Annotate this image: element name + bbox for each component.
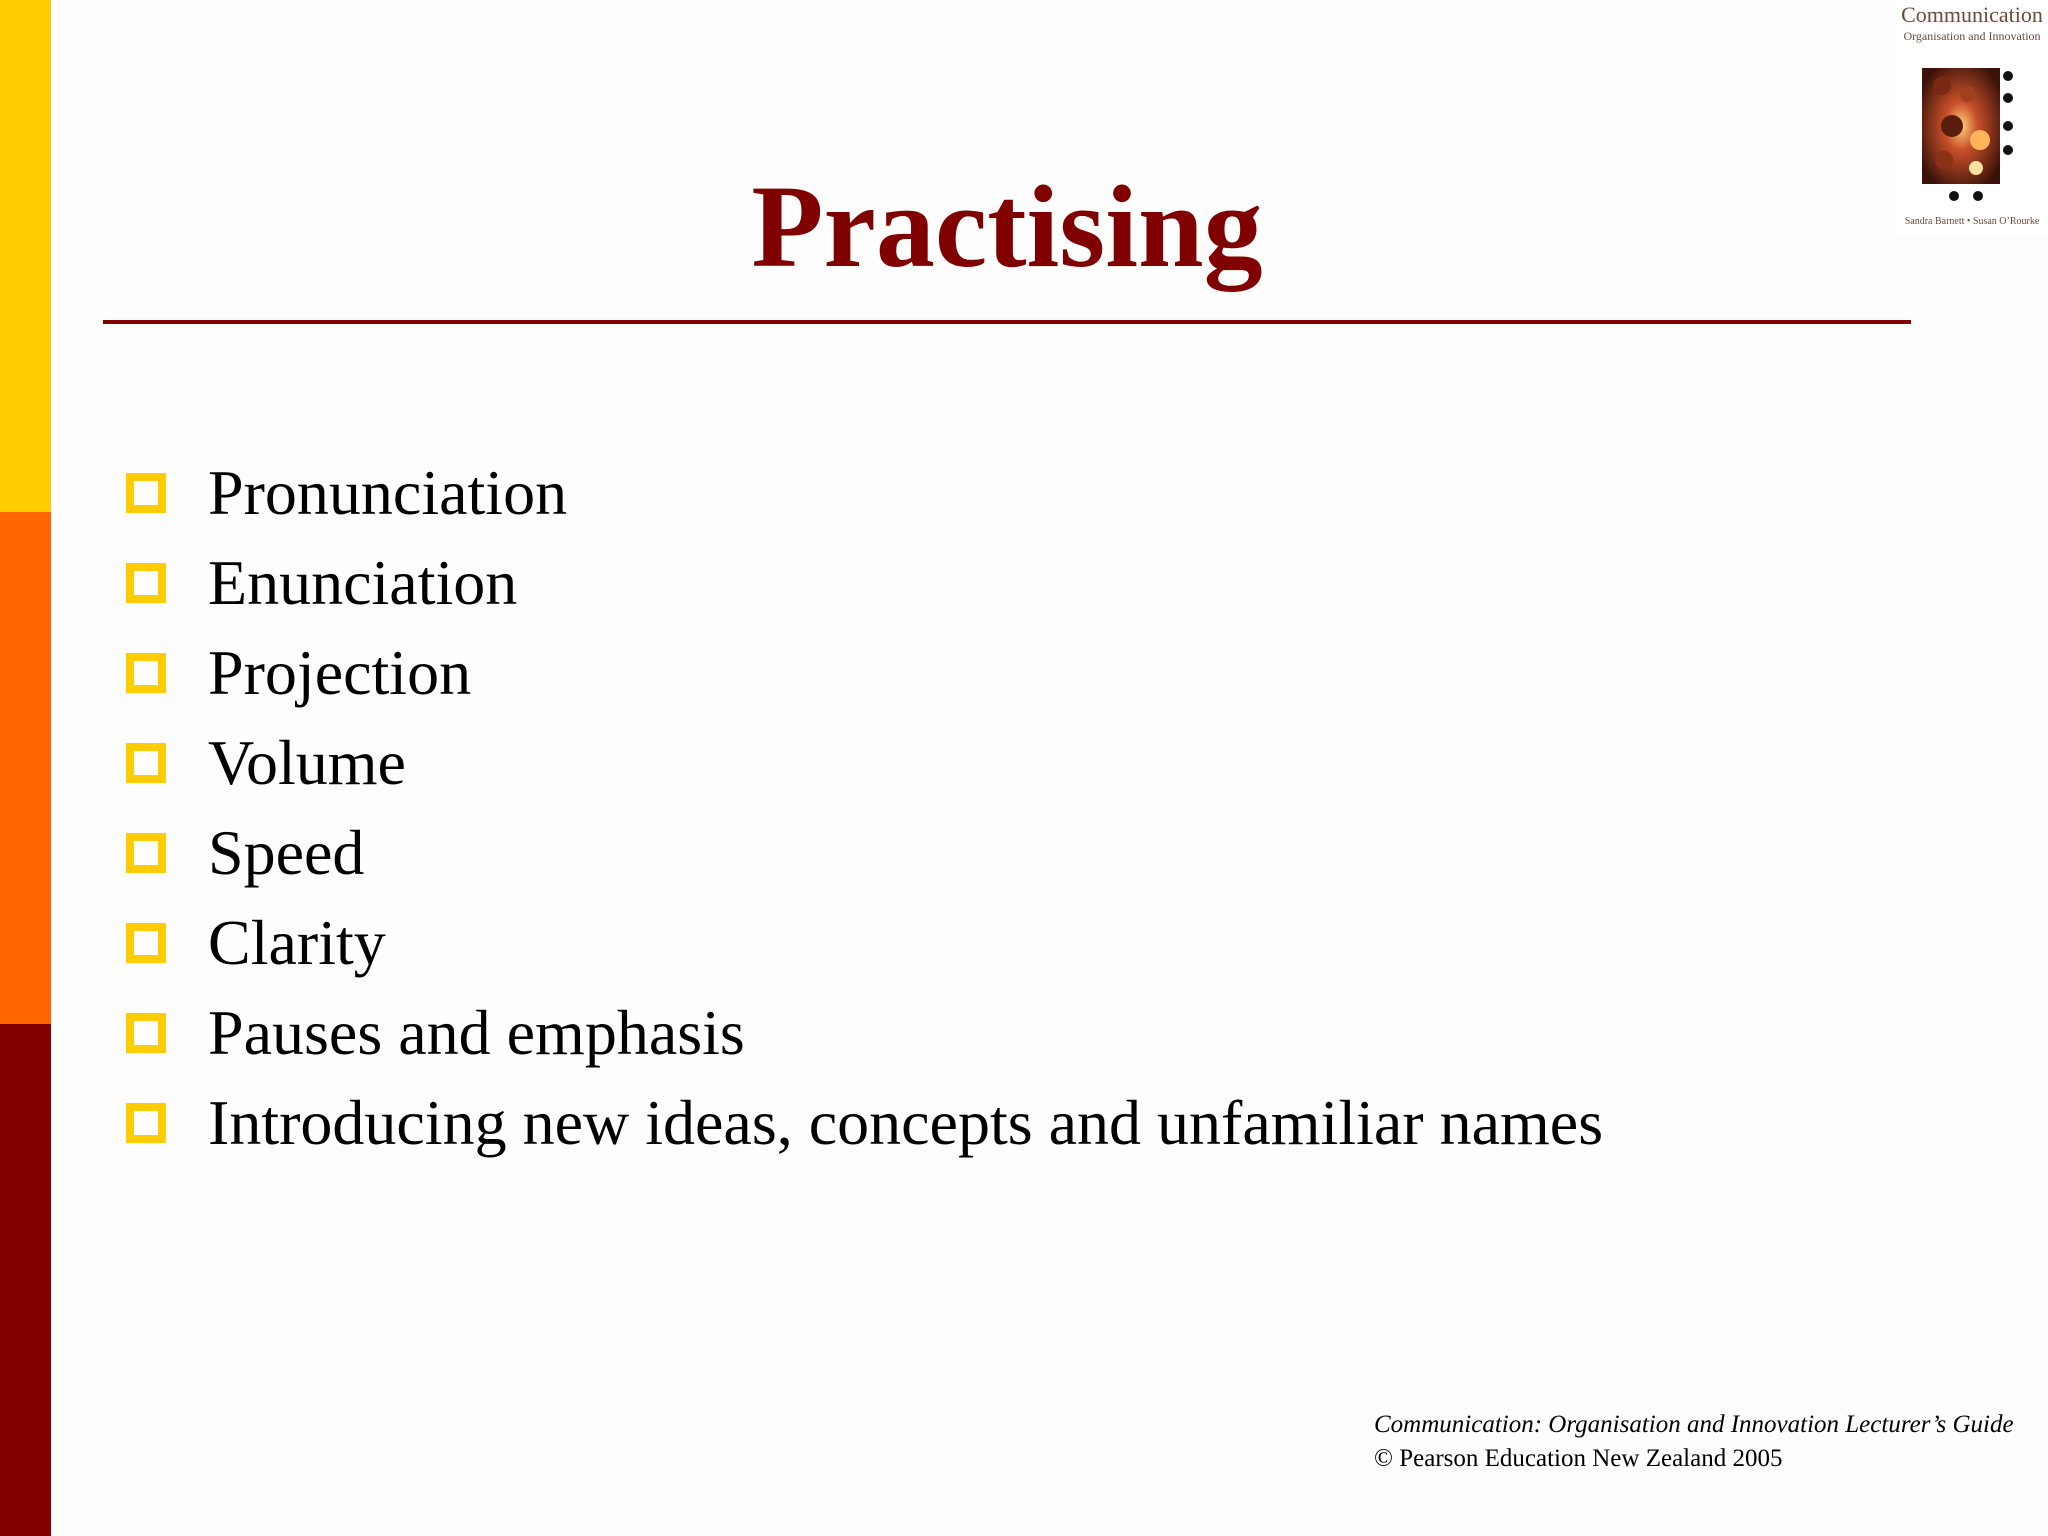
book-logo bbox=[1896, 0, 2048, 236]
accent-bar-maroon bbox=[0, 1024, 51, 1536]
accent-bar-orange bbox=[0, 512, 51, 1024]
logo-subtitle: Organisation and Innovation bbox=[1903, 29, 2041, 43]
bullet-text: Volume bbox=[208, 727, 406, 798]
footer-copyright: © Pearson Education New Zealand 2005 bbox=[1374, 1445, 1783, 1472]
bullet-text: Clarity bbox=[208, 907, 386, 978]
bullet-text: Speed bbox=[208, 817, 365, 888]
left-accent-bar bbox=[0, 0, 51, 1536]
logo-authors: Sandra Barnett • Susan O’Rourke bbox=[1904, 216, 2040, 227]
bullet-item bbox=[126, 898, 1603, 988]
bullet-text: Projection bbox=[208, 637, 472, 708]
bullet-text: Pronunciation bbox=[208, 457, 568, 528]
square-bullet-icon bbox=[126, 833, 166, 873]
slide-title: Practising bbox=[751, 161, 1263, 292]
square-bullet-icon bbox=[126, 563, 166, 603]
square-bullet-icon bbox=[126, 1013, 166, 1053]
square-bullet-icon bbox=[126, 653, 166, 693]
bullet-item bbox=[126, 628, 1603, 718]
bullet-text: Enunciation bbox=[208, 547, 518, 618]
square-bullet-icon bbox=[126, 923, 166, 963]
accent-bar-yellow bbox=[0, 0, 51, 512]
bullet-item bbox=[126, 448, 1603, 538]
footer-book-title: Communication: Organisation and Innovation Lecturer’s Guide bbox=[1374, 1411, 2014, 1438]
square-bullet-icon bbox=[126, 1103, 166, 1143]
bullet-item bbox=[126, 718, 1603, 808]
slide-footer bbox=[1374, 1408, 2014, 1476]
bullet-text: Introducing new ideas, concepts and unfamiliar names bbox=[208, 1087, 1604, 1158]
bullet-item bbox=[126, 538, 1603, 628]
bullet-item bbox=[126, 1078, 1603, 1168]
square-bullet-icon bbox=[126, 743, 166, 783]
bullet-text: Pauses and emphasis bbox=[208, 997, 745, 1068]
bullet-item bbox=[126, 808, 1603, 898]
book-cover-image-icon bbox=[1922, 68, 2022, 208]
square-bullet-icon bbox=[126, 473, 166, 513]
title-underline bbox=[103, 320, 1911, 324]
bullet-item bbox=[126, 988, 1603, 1078]
logo-title: Communication bbox=[1901, 2, 2043, 27]
bullet-list bbox=[126, 448, 1603, 1168]
